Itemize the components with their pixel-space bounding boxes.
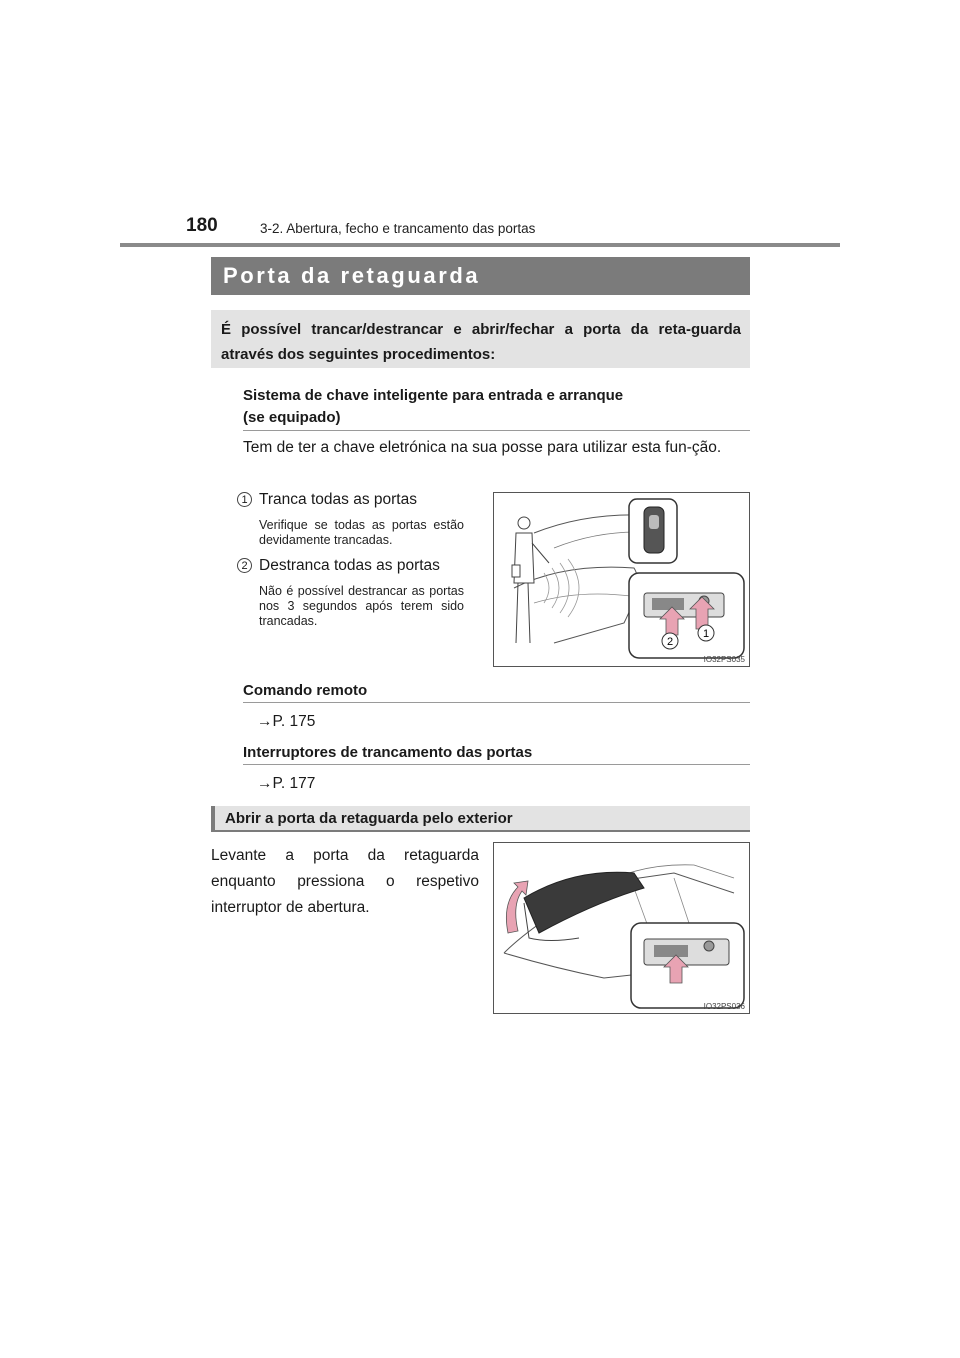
section-rule — [243, 764, 750, 765]
figure-tailgate — [493, 842, 750, 1014]
header-rule — [120, 243, 840, 247]
figure-callout-1: 1 — [702, 628, 710, 640]
section-rule — [243, 702, 750, 703]
figure-callout-2: 2 — [666, 636, 674, 648]
exterior-heading-bar — [211, 806, 750, 831]
remote-heading: Comando remoto — [243, 682, 368, 699]
intro-box — [211, 310, 750, 368]
switches-heading: Interruptores de trancamento das portas — [243, 744, 533, 761]
smart-key-text: Tem de ter a chave eletrónica na sua posse para utilizar esta fun-ção. — [243, 439, 722, 456]
exterior-text: Levante a porta da retaguarda enquanto pressiona o respetivo interruptor de abertura. — [211, 847, 479, 916]
exterior-heading-rule — [211, 830, 750, 832]
section-rule — [243, 430, 750, 431]
item-note-2: Não é possível destrancar as portas nos 3 segundos após terem sido trancadas. — [259, 584, 464, 628]
item-label-2: Destranca todas as portas — [259, 557, 440, 574]
item-number-2: 2 — [237, 558, 252, 573]
title-bar — [211, 257, 750, 295]
page-title: Porta da retaguarda — [223, 263, 481, 288]
remote-ref[interactable]: →P. 175 — [257, 713, 316, 730]
switches-ref[interactable]: →P. 177 — [257, 775, 316, 792]
item-note-1: Verifique se todas as portas estão devidamente trancadas. — [259, 518, 464, 547]
tailgate-illustration — [494, 843, 749, 1013]
running-header: 3-2. Abertura, fecho e trancamento das portas — [260, 221, 536, 236]
figure-smart-key — [493, 492, 750, 667]
figure-code-1: IO32PS035 — [703, 655, 745, 664]
item-number-1: 1 — [237, 492, 252, 507]
smart-key-heading-line2: (se equipado) — [243, 409, 341, 426]
smart-key-heading-line1: Sistema de chave inteligente para entrada e arranque — [243, 387, 624, 404]
item-label-1: Tranca todas as portas — [259, 491, 417, 508]
page-number: 180 — [186, 215, 218, 236]
intro-text: É possível trancar/destrancar e abrir/fechar a porta da reta-guarda através dos seguintes procedimentos: — [221, 321, 741, 363]
figure-code-2: IO32PS036 — [703, 1002, 745, 1011]
smart-key-illustration — [494, 493, 749, 666]
exterior-heading: Abrir a porta da retaguarda pelo exterior — [225, 810, 513, 827]
